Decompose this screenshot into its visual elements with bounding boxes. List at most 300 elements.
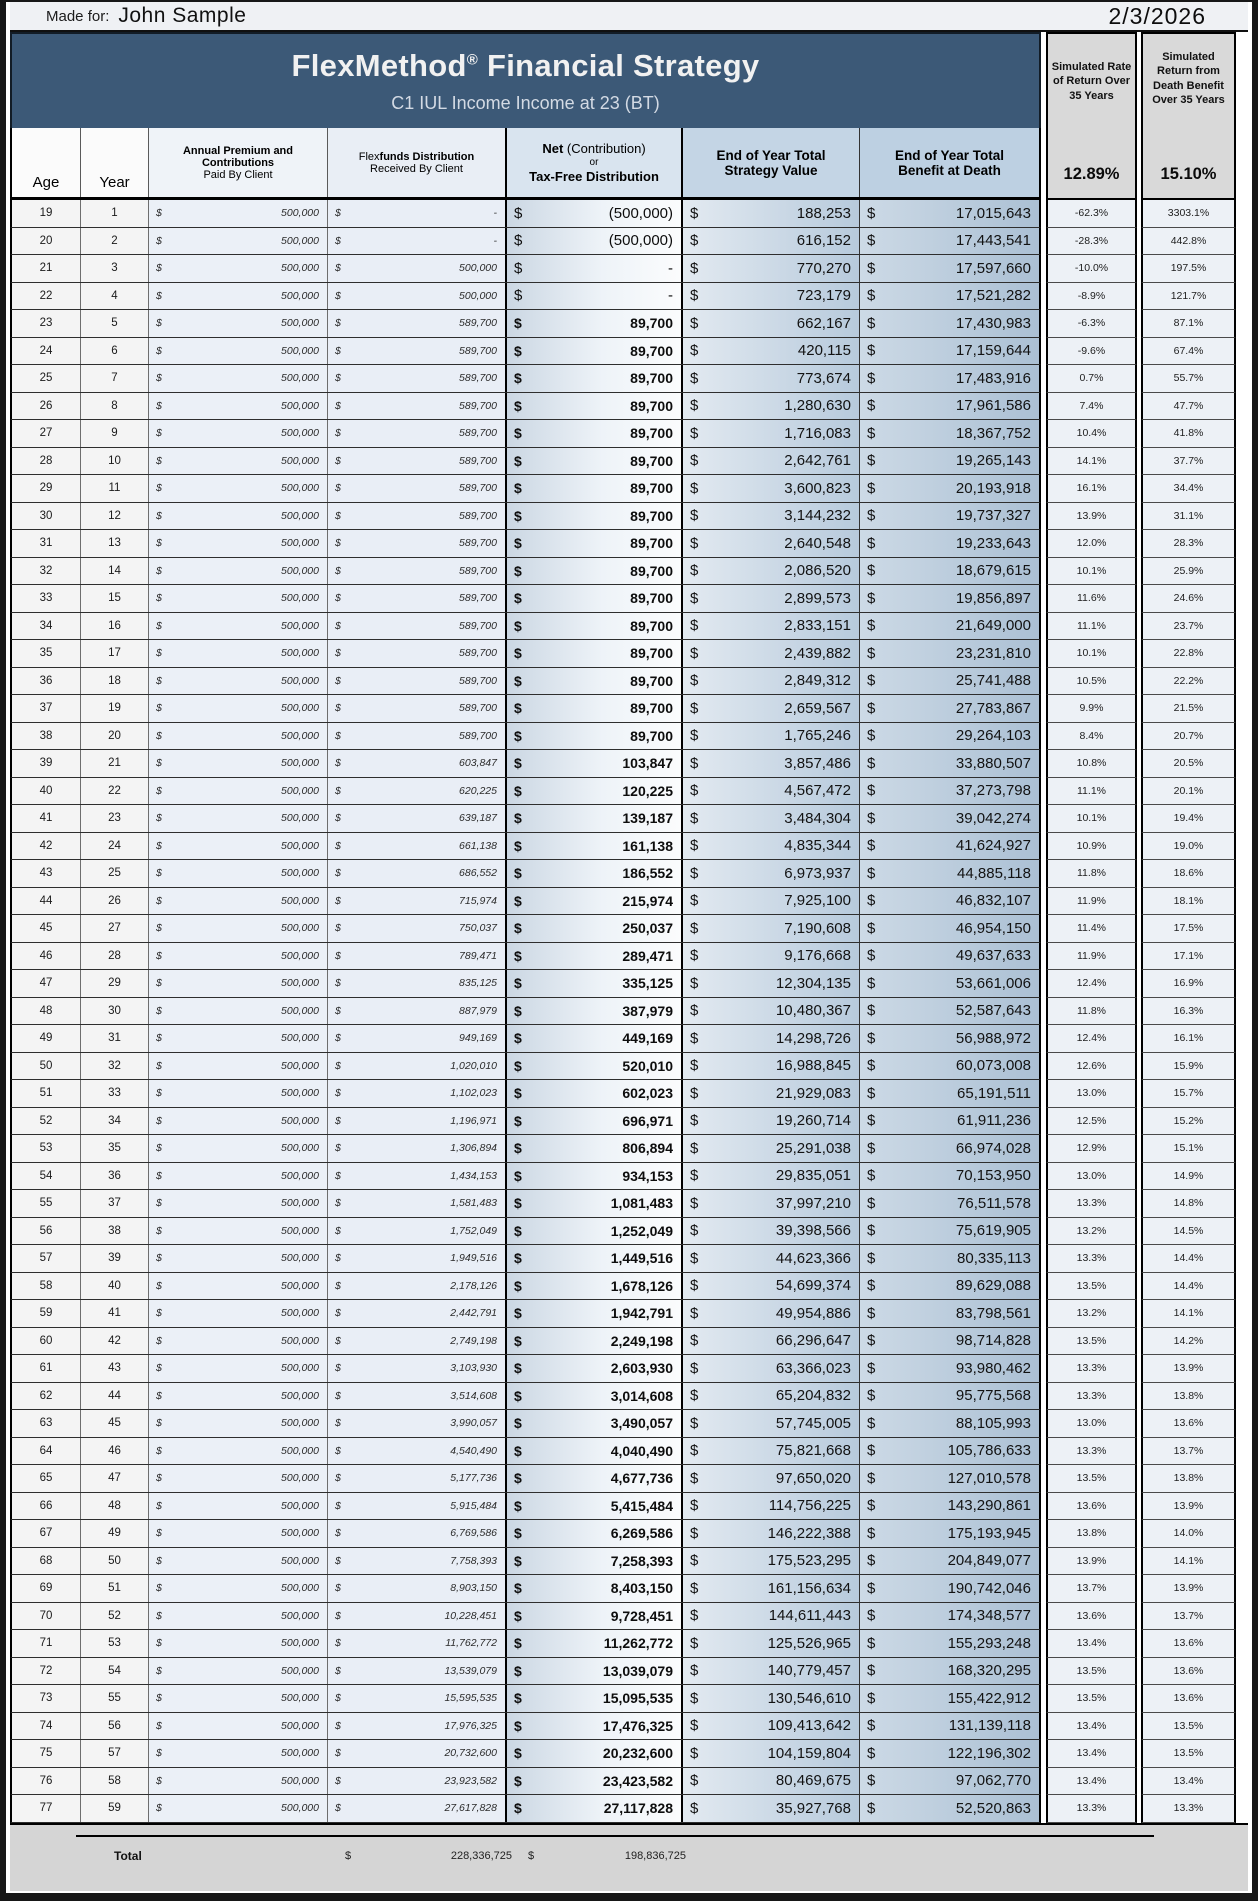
net-distribution-cell: $ 3,014,608	[505, 1383, 683, 1410]
dollar-sign: $	[335, 262, 341, 275]
rate-of-return-cell: 11.9%	[1046, 888, 1137, 916]
table-row	[10, 1135, 1248, 1163]
dollar-sign: $	[335, 1032, 341, 1045]
net-distribution-cell: $ 89,700	[505, 558, 683, 585]
dollar-sign: $	[690, 534, 699, 552]
dollar-sign: $	[156, 839, 162, 852]
net-distribution-cell: $ 806,894	[505, 1135, 683, 1162]
age-cell: 51	[12, 1080, 81, 1107]
table-row	[10, 750, 1248, 778]
dollar-sign: $	[690, 1304, 699, 1322]
death-benefit-cell: $ 52,587,643	[860, 998, 1039, 1025]
table-row	[10, 255, 1248, 283]
dollar-sign: $	[514, 865, 522, 882]
dollar-sign: $	[514, 1140, 522, 1157]
dollar-sign: $	[514, 1277, 522, 1294]
flexfunds-distribution-cell: $ 589,700	[328, 640, 505, 667]
rate-of-return-cell: 13.2%	[1046, 1218, 1137, 1246]
dollar-sign: $	[528, 1849, 535, 1862]
dollar-sign: $	[867, 1304, 876, 1322]
row-main-cells	[10, 888, 1041, 916]
age-cell: 19	[12, 200, 81, 227]
year-cell: 16	[81, 613, 149, 640]
death-benefit-return-cell: 20.7%	[1141, 723, 1236, 751]
dollar-sign: $	[335, 1307, 341, 1320]
strategy-value-cell: $ 3,144,232	[683, 503, 860, 530]
death-benefit-cell: $ 52,520,863	[860, 1795, 1039, 1822]
age-cell: 32	[12, 558, 81, 585]
dollar-sign: $	[514, 1222, 522, 1239]
net-distribution-cell: $ 4,677,736	[505, 1465, 683, 1492]
net-distribution-cell: $ -	[505, 255, 683, 282]
dollar-sign: $	[156, 289, 162, 302]
table-row	[10, 365, 1248, 393]
dollar-sign: $	[156, 509, 162, 522]
table-row	[10, 668, 1248, 696]
col-header-premium: Annual Premium and Contributions Paid By Client	[149, 128, 328, 197]
flexfunds-distribution-cell: $ 1,581,483	[328, 1190, 505, 1217]
year-cell: 55	[81, 1685, 149, 1712]
dollar-sign: $	[867, 1717, 876, 1735]
dollar-sign: $	[690, 837, 699, 855]
death-benefit-cell: $ 19,737,327	[860, 503, 1039, 530]
flexfunds-distribution-cell: $ 13,539,079	[328, 1658, 505, 1685]
dollar-sign: $	[514, 1745, 522, 1762]
row-main-cells	[10, 1410, 1041, 1438]
net-distribution-cell: $ 17,476,325	[505, 1713, 683, 1740]
rate-of-return-cell: 12.4%	[1046, 1025, 1137, 1053]
dollar-sign: $	[514, 1772, 522, 1789]
dollar-sign: $	[156, 1747, 162, 1760]
dollar-sign: $	[690, 754, 699, 772]
dollar-sign: $	[156, 1472, 162, 1485]
dollar-sign: $	[514, 452, 522, 469]
death-benefit-return-cell: 87.1%	[1141, 310, 1236, 338]
death-benefit-cell: $ 127,010,578	[860, 1465, 1039, 1492]
dollar-sign: $	[514, 1002, 522, 1019]
row-main-cells	[10, 668, 1041, 696]
table-row	[10, 1630, 1248, 1658]
dollar-sign: $	[867, 837, 876, 855]
simulated-death-benefit-value: 15.10%	[1160, 165, 1217, 183]
dollar-sign: $	[514, 1717, 522, 1734]
year-cell: 2	[81, 228, 149, 255]
death-benefit-cell: $ 80,335,113	[860, 1245, 1039, 1272]
death-benefit-cell: $ 17,483,916	[860, 365, 1039, 392]
flexfunds-distribution-cell: $ 589,700	[328, 475, 505, 502]
dollar-sign: $	[514, 287, 523, 305]
table-row	[10, 310, 1248, 338]
dollar-sign: $	[514, 672, 522, 689]
age-cell: 68	[12, 1548, 81, 1575]
rate-of-return-cell: 10.9%	[1046, 833, 1137, 861]
dollar-sign: $	[867, 1112, 876, 1130]
death-benefit-return-cell: 55.7%	[1141, 365, 1236, 393]
dollar-sign: $	[690, 699, 699, 717]
rate-of-return-cell: 11.1%	[1046, 613, 1137, 641]
death-benefit-return-cell: 13.4%	[1141, 1768, 1236, 1796]
dollar-sign: $	[867, 397, 876, 415]
row-main-cells	[10, 1108, 1041, 1136]
year-cell: 6	[81, 338, 149, 365]
net-distribution-cell: $ 89,700	[505, 448, 683, 475]
table-row	[10, 805, 1248, 833]
rate-of-return-cell: 13.9%	[1046, 1548, 1137, 1576]
dollar-sign: $	[156, 207, 162, 220]
dollar-sign: $	[690, 864, 699, 882]
dollar-sign: $	[690, 1167, 699, 1185]
premium-cell: $ 500,000	[149, 1658, 328, 1685]
rate-of-return-cell: 13.5%	[1046, 1273, 1137, 1301]
dollar-sign: $	[867, 727, 876, 745]
premium-cell: $ 500,000	[149, 1108, 328, 1135]
table-row	[10, 1300, 1248, 1328]
death-benefit-return-cell: 13.6%	[1141, 1685, 1236, 1713]
dollar-sign: $	[335, 729, 341, 742]
strategy-value-cell: $ 44,623,366	[683, 1245, 860, 1272]
rate-of-return-cell: 13.8%	[1046, 1520, 1137, 1548]
dollar-sign: $	[690, 1607, 699, 1625]
death-benefit-cell: $ 19,265,143	[860, 448, 1039, 475]
strategy-value-cell: $ 2,439,882	[683, 640, 860, 667]
strategy-value-cell: $ 57,745,005	[683, 1410, 860, 1437]
death-benefit-cell: $ 19,233,643	[860, 530, 1039, 557]
year-cell: 21	[81, 750, 149, 777]
dollar-sign: $	[156, 1197, 162, 1210]
net-distribution-cell: $ 13,039,079	[505, 1658, 683, 1685]
dollar-sign: $	[690, 342, 699, 360]
death-benefit-cell: $ 168,320,295	[860, 1658, 1039, 1685]
flexfunds-distribution-cell: $ 589,700	[328, 338, 505, 365]
table-row	[10, 1520, 1248, 1548]
dollar-sign: $	[690, 1634, 699, 1652]
dollar-sign: $	[690, 1579, 699, 1597]
strategy-value-cell: $ 175,523,295	[683, 1548, 860, 1575]
dollar-sign: $	[335, 1252, 341, 1265]
net-distribution-cell: $ 1,081,483	[505, 1190, 683, 1217]
year-cell: 27	[81, 915, 149, 942]
row-main-cells	[10, 365, 1041, 393]
flexfunds-distribution-cell: $ 1,102,023	[328, 1080, 505, 1107]
death-benefit-return-cell: 121.7%	[1141, 283, 1236, 311]
row-main-cells	[10, 833, 1041, 861]
dollar-sign: $	[867, 1524, 876, 1542]
flexfunds-distribution-cell: $ 11,762,772	[328, 1630, 505, 1657]
dollar-sign: $	[690, 1497, 699, 1515]
year-cell: 8	[81, 393, 149, 420]
year-cell: 14	[81, 558, 149, 585]
dollar-sign: $	[156, 372, 162, 385]
flexfunds-distribution-cell: $ 27,617,828	[328, 1795, 505, 1822]
strategy-value-cell: $ 104,159,804	[683, 1740, 860, 1767]
death-benefit-return-cell: 16.3%	[1141, 998, 1236, 1026]
dollar-sign: $	[867, 699, 876, 717]
dollar-sign: $	[514, 562, 522, 579]
age-cell: 70	[12, 1603, 81, 1630]
premium-cell: $ 500,000	[149, 1795, 328, 1822]
dollar-sign: $	[690, 369, 699, 387]
rate-of-return-cell: 16.1%	[1046, 475, 1137, 503]
year-cell: 51	[81, 1575, 149, 1602]
dollar-sign: $	[867, 1579, 876, 1597]
age-cell: 29	[12, 475, 81, 502]
net-distribution-cell: $ 15,095,535	[505, 1685, 683, 1712]
net-distribution-cell: $ 89,700	[505, 420, 683, 447]
row-main-cells	[10, 475, 1041, 503]
table-row	[10, 1658, 1248, 1686]
year-cell: 52	[81, 1603, 149, 1630]
dollar-sign: $	[690, 397, 699, 415]
table-row	[10, 448, 1248, 476]
premium-cell: $ 500,000	[149, 310, 328, 337]
premium-cell: $ 500,000	[149, 915, 328, 942]
dollar-sign: $	[690, 727, 699, 745]
dollar-sign: $	[690, 424, 699, 442]
death-benefit-return-cell: 34.4%	[1141, 475, 1236, 503]
premium-cell: $ 500,000	[149, 833, 328, 860]
dollar-sign: $	[156, 1032, 162, 1045]
dollar-sign: $	[156, 399, 162, 412]
dollar-sign: $	[867, 1167, 876, 1185]
premium-cell: $ 500,000	[149, 1493, 328, 1520]
flexfunds-distribution-cell: $ 2,442,791	[328, 1300, 505, 1327]
year-cell: 33	[81, 1080, 149, 1107]
dollar-sign: $	[690, 1112, 699, 1130]
dollar-sign: $	[335, 977, 341, 990]
premium-cell: $ 500,000	[149, 1053, 328, 1080]
age-cell: 74	[12, 1713, 81, 1740]
rate-of-return-cell: 13.9%	[1046, 503, 1137, 531]
death-benefit-return-cell: 13.9%	[1141, 1355, 1236, 1383]
flexfunds-distribution-cell: $ 2,749,198	[328, 1328, 505, 1355]
year-cell: 29	[81, 970, 149, 997]
table-row	[10, 970, 1248, 998]
net-distribution-cell: $ 5,415,484	[505, 1493, 683, 1520]
death-benefit-return-cell: 13.9%	[1141, 1493, 1236, 1521]
death-benefit-return-cell: 14.1%	[1141, 1300, 1236, 1328]
death-benefit-return-cell: 13.6%	[1141, 1658, 1236, 1686]
death-benefit-cell: $ 21,649,000	[860, 613, 1039, 640]
death-benefit-return-cell: 13.5%	[1141, 1740, 1236, 1768]
table-body	[10, 200, 1248, 1823]
row-main-cells	[10, 420, 1041, 448]
age-cell: 66	[12, 1493, 81, 1520]
flexfunds-distribution-cell: $ 10,228,451	[328, 1603, 505, 1630]
dollar-sign: $	[690, 589, 699, 607]
dollar-sign: $	[156, 1719, 162, 1732]
strategy-value-cell: $ 97,650,020	[683, 1465, 860, 1492]
death-benefit-cell: $ 17,159,644	[860, 338, 1039, 365]
death-benefit-cell: $ 65,191,511	[860, 1080, 1039, 1107]
table-row	[10, 283, 1248, 311]
death-benefit-return-cell: 13.6%	[1141, 1630, 1236, 1658]
death-benefit-return-cell: 20.1%	[1141, 778, 1236, 806]
age-cell: 24	[12, 338, 81, 365]
death-benefit-cell: $ 25,741,488	[860, 668, 1039, 695]
dollar-sign: $	[335, 839, 341, 852]
strategy-value-cell: $ 2,833,151	[683, 613, 860, 640]
rate-of-return-cell: 10.8%	[1046, 750, 1137, 778]
dollar-sign: $	[867, 534, 876, 552]
dollar-sign: $	[156, 922, 162, 935]
table-row	[10, 1355, 1248, 1383]
row-main-cells	[10, 1548, 1041, 1576]
dollar-sign: $	[335, 1747, 341, 1760]
flexfunds-distribution-cell: $ 589,700	[328, 695, 505, 722]
death-benefit-return-cell: 14.4%	[1141, 1245, 1236, 1273]
total-flexfunds-value: 228,336,725	[450, 1849, 512, 1862]
dollar-sign: $	[335, 1444, 341, 1457]
death-benefit-return-cell: 14.5%	[1141, 1218, 1236, 1246]
flexfunds-distribution-cell: $ 589,700	[328, 558, 505, 585]
dollar-sign: $	[335, 702, 341, 715]
flexfunds-distribution-cell: $ 589,700	[328, 503, 505, 530]
dollar-sign: $	[156, 1142, 162, 1155]
report-date: 2/3/2026	[1108, 3, 1206, 29]
dollar-sign: $	[156, 1307, 162, 1320]
row-main-cells	[10, 943, 1041, 971]
net-distribution-cell: $ (500,000)	[505, 200, 683, 227]
dollar-sign: $	[156, 592, 162, 605]
strategy-value-cell: $ 130,546,610	[683, 1685, 860, 1712]
dollar-sign: $	[335, 372, 341, 385]
death-benefit-cell: $ 17,961,586	[860, 393, 1039, 420]
strategy-value-cell: $ 616,152	[683, 228, 860, 255]
dollar-sign: $	[156, 1527, 162, 1540]
dollar-sign: $	[514, 204, 523, 222]
net-distribution-cell: $ 696,971	[505, 1108, 683, 1135]
year-cell: 36	[81, 1163, 149, 1190]
flexfunds-distribution-cell: $ 3,990,057	[328, 1410, 505, 1437]
row-main-cells	[10, 1080, 1041, 1108]
premium-cell: $ 500,000	[149, 1190, 328, 1217]
rate-of-return-cell: -10.0%	[1046, 255, 1137, 283]
strategy-value-cell: $ 19,260,714	[683, 1108, 860, 1135]
flexfunds-distribution-cell: $ 589,700	[328, 530, 505, 557]
premium-cell: $ 500,000	[149, 668, 328, 695]
age-cell: 21	[12, 255, 81, 282]
dollar-sign: $	[514, 700, 522, 717]
death-benefit-cell: $ 76,511,578	[860, 1190, 1039, 1217]
dollar-sign: $	[690, 1277, 699, 1295]
dollar-sign: $	[690, 1332, 699, 1350]
death-benefit-return-cell: 17.1%	[1141, 943, 1236, 971]
flexfunds-distribution-cell: $ 1,196,971	[328, 1108, 505, 1135]
dollar-sign: $	[514, 1112, 522, 1129]
table-row	[10, 1438, 1248, 1466]
dollar-sign: $	[514, 645, 522, 662]
dollar-sign: $	[156, 1774, 162, 1787]
death-benefit-return-cell: 14.8%	[1141, 1190, 1236, 1218]
table-row	[10, 558, 1248, 586]
row-main-cells	[10, 338, 1041, 366]
row-main-cells	[10, 1630, 1041, 1658]
dollar-sign: $	[514, 590, 522, 607]
dollar-sign: $	[156, 757, 162, 770]
death-benefit-cell: $ 60,073,008	[860, 1053, 1039, 1080]
death-benefit-return-cell: 37.7%	[1141, 448, 1236, 476]
rate-of-return-cell: 12.6%	[1046, 1053, 1137, 1081]
age-cell: 69	[12, 1575, 81, 1602]
death-benefit-cell: $ 17,521,282	[860, 283, 1039, 310]
dollar-sign: $	[335, 922, 341, 935]
dollar-sign: $	[156, 1224, 162, 1237]
year-cell: 38	[81, 1218, 149, 1245]
net-distribution-cell: $ 602,023	[505, 1080, 683, 1107]
premium-cell: $ 500,000	[149, 448, 328, 475]
strategy-value-cell: $ 420,115	[683, 338, 860, 365]
premium-cell: $ 500,000	[149, 393, 328, 420]
dollar-sign: $	[335, 894, 341, 907]
rate-of-return-cell: 13.6%	[1046, 1603, 1137, 1631]
dollar-sign: $	[867, 892, 876, 910]
rate-of-return-cell: -28.3%	[1046, 228, 1137, 256]
dollar-sign: $	[867, 204, 876, 222]
death-benefit-cell: $ 18,367,752	[860, 420, 1039, 447]
dollar-sign: $	[514, 1800, 522, 1817]
strategy-value-cell: $ 65,204,832	[683, 1383, 860, 1410]
rate-of-return-cell: 13.6%	[1046, 1493, 1137, 1521]
dollar-sign: $	[690, 974, 699, 992]
premium-cell: $ 500,000	[149, 1300, 328, 1327]
death-benefit-return-cell: 14.0%	[1141, 1520, 1236, 1548]
dollar-sign: $	[156, 317, 162, 330]
dollar-sign: $	[867, 1359, 876, 1377]
dollar-sign: $	[690, 1772, 699, 1790]
net-distribution-cell: $ 11,262,772	[505, 1630, 683, 1657]
dollar-sign: $	[514, 342, 522, 359]
strategy-value-cell: $ 75,821,668	[683, 1438, 860, 1465]
age-cell: 77	[12, 1795, 81, 1822]
dollar-sign: $	[690, 1744, 699, 1762]
table-row	[10, 420, 1248, 448]
net-distribution-cell: $ 89,700	[505, 338, 683, 365]
table-row	[10, 1190, 1248, 1218]
rate-of-return-cell: 14.1%	[1046, 448, 1137, 476]
premium-cell: $ 500,000	[149, 1025, 328, 1052]
death-benefit-return-cell: 24.6%	[1141, 585, 1236, 613]
client-name: John Sample	[118, 4, 247, 27]
strategy-value-cell: $ 2,642,761	[683, 448, 860, 475]
dollar-sign: $	[514, 507, 522, 524]
net-distribution-cell: $ 335,125	[505, 970, 683, 997]
age-cell: 40	[12, 778, 81, 805]
dollar-sign: $	[514, 1415, 522, 1432]
dollar-sign: $	[514, 397, 522, 414]
death-benefit-cell: $ 37,273,798	[860, 778, 1039, 805]
rate-of-return-cell: 13.0%	[1046, 1080, 1137, 1108]
flexfunds-distribution-cell: $ 8,903,150	[328, 1575, 505, 1602]
dollar-sign: $	[335, 1334, 341, 1347]
rate-of-return-cell: 13.3%	[1046, 1383, 1137, 1411]
dollar-sign: $	[690, 782, 699, 800]
death-benefit-return-cell: 22.2%	[1141, 668, 1236, 696]
dollar-sign: $	[335, 1169, 341, 1182]
dollar-sign: $	[867, 1414, 876, 1432]
rate-of-return-cell: -8.9%	[1046, 283, 1137, 311]
total-rule-line	[76, 1835, 1154, 1837]
year-cell: 1	[81, 200, 149, 227]
dollar-sign: $	[156, 812, 162, 825]
dollar-sign: $	[335, 1499, 341, 1512]
age-cell: 35	[12, 640, 81, 667]
net-distribution-cell: $ 139,187	[505, 805, 683, 832]
strategy-value-cell: $ 21,929,083	[683, 1080, 860, 1107]
death-benefit-cell: $ 19,856,897	[860, 585, 1039, 612]
dollar-sign: $	[335, 1114, 341, 1127]
dollar-sign: $	[335, 1197, 341, 1210]
row-main-cells	[10, 1245, 1041, 1273]
